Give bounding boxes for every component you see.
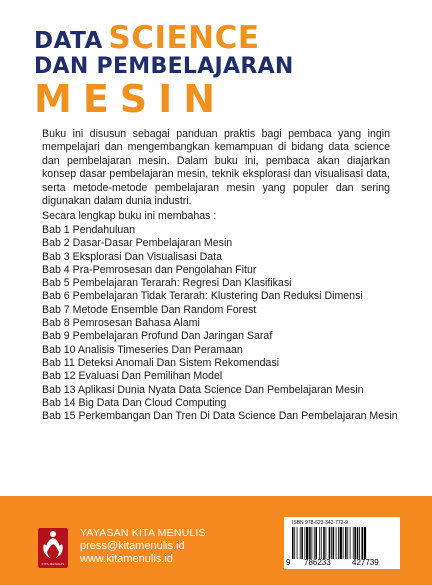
logo-caption: KITA MENULIS	[41, 562, 65, 566]
chapter-list	[42, 224, 402, 423]
chapter-item: Bab 14 Big Data Dan Cloud Computing	[42, 396, 227, 409]
chapter-item: Bab 3 Eksplorasi Dan Visualisasi Data	[42, 250, 222, 263]
publisher-name: YAYASAN KITA MENULIS	[80, 527, 206, 539]
chapter-item: Bab 1 Pendahuluan	[42, 224, 136, 236]
chapter-item: Bab 4 Pra-Pemrosesan dan Pengolahan Fitur	[42, 263, 257, 276]
chapter-item: Bab 12 Evaluasi Dan Pemilihan Model	[42, 370, 223, 383]
chapter-item: Bab 9 Pembelajaran Profund Dan Jaringan Saraf	[42, 330, 273, 343]
chapter-item: Bab 10 Analisis Timeseries Dan Peramaan	[42, 343, 243, 356]
title-line-1	[34, 20, 414, 56]
book-description: Buku ini disusun sebagai panduan praktis bagi pembaca yang ingin mempelajari dan mengembangkan kemampuan di bidang data science dan pembelajaran mesin. Dalam buku ini, pembaca akan diajarkan konsep dasar pembelajaran mesin, teknik eksplorasi dan visualisasi data, serta metode-metode pembelajaran mesin yang populer dan sering digunakan dalam dunia industri.	[42, 128, 390, 208]
chapter-item: Bab 7 Metode Ensemble Dan Random Forest	[42, 303, 257, 316]
chapter-item: Bab 8 Pemrosesan Bahasa Alami	[42, 317, 200, 330]
publisher-website: www.kitamenulis.id	[80, 553, 173, 565]
book-title	[34, 20, 414, 119]
chapter-item: Bab 2 Dasar-Dasar Pembelajaran Mesin	[42, 237, 233, 250]
barcode-digit-first: 9	[286, 558, 291, 567]
title-word-data: DATA	[34, 28, 103, 54]
chapter-item: Bab 13 Aplikasi Dunia Nyata Data Science Dan Pembelajaran Mesin	[42, 383, 364, 396]
barcode-digits-left: 786233	[304, 558, 331, 567]
publisher-email: press@kitamenulis.id	[80, 540, 185, 552]
toc-intro: Secara lengkap buku ini membahas :	[42, 210, 217, 222]
chapter-item: Bab 15 Perkembangan Dan Tren Di Data Science Dan Pembelajaran Mesin	[42, 410, 398, 423]
chapter-item: Bab 6 Pembelajaran Tidak Terarah: Klustering Dan Reduksi Dimensi	[42, 290, 363, 303]
barcode-digits-right: 427739	[352, 558, 379, 567]
publisher-info	[80, 527, 206, 566]
isbn-barcode	[284, 517, 400, 569]
isbn-number: ISBN 978-623-342-772-9	[292, 520, 348, 526]
publisher-logo-icon	[38, 528, 68, 568]
title-line-3: MESIN	[34, 77, 227, 121]
barcode-bars-icon	[291, 527, 393, 559]
chapter-item: Bab 11 Deteksi Anomali Dan Sistem Rekomendasi	[42, 356, 280, 369]
title-line-2: DAN PEMBELAJARAN	[34, 54, 294, 79]
chapter-item: Bab 5 Pembelajaran Terarah: Regresi Dan Klasifikasi	[42, 277, 292, 290]
title-word-science: SCIENCE	[108, 20, 260, 56]
